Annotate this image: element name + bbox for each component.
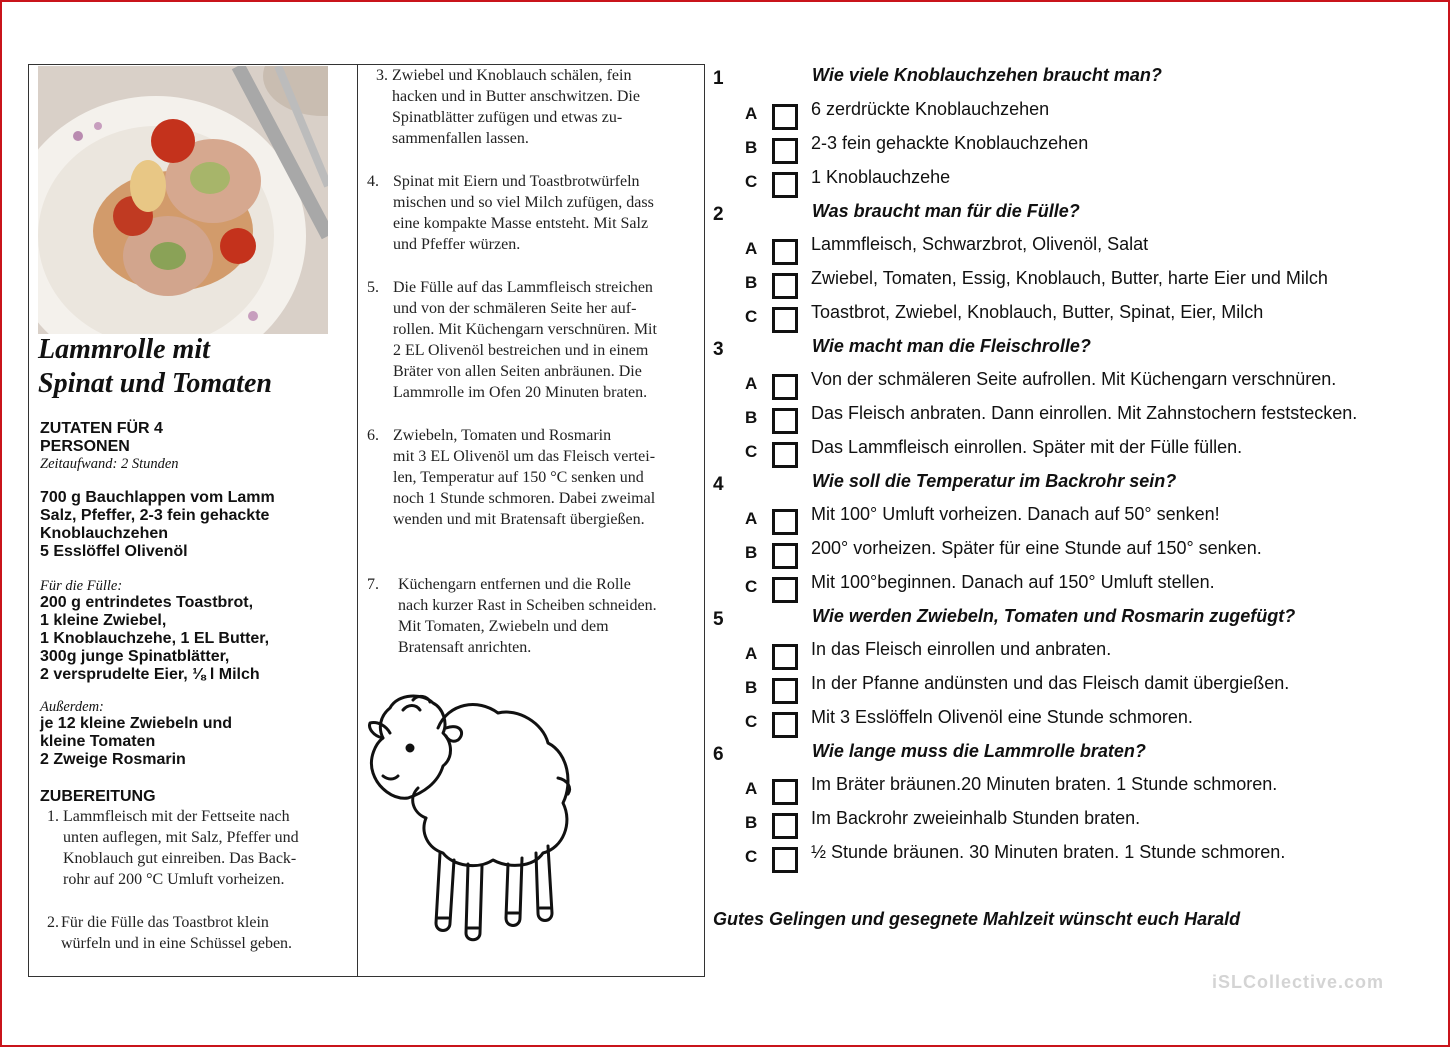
extra-ingredients: je 12 kleine Zwiebeln und kleine Tomaten 2 Zweige Rosmarin: [40, 715, 233, 768]
option-text: Zwiebel, Tomaten, Essig, Knoblauch, Butter, harte Eier und Milch: [811, 268, 1328, 288]
option-letter: B: [745, 678, 758, 697]
answer-checkbox-1c[interactable]: [772, 172, 798, 198]
answer-checkbox-5b[interactable]: [772, 678, 798, 704]
question-3-number: 3: [713, 339, 724, 360]
option-letter: B: [745, 273, 758, 292]
answer-checkbox-2b[interactable]: [772, 273, 798, 299]
question-6-number: 6: [713, 744, 724, 765]
ingredients-heading: ZUTATEN FÜR 4 PERSONEN: [40, 420, 163, 455]
option-letter: B: [745, 138, 758, 157]
option-letter: C: [745, 172, 758, 191]
option-letter: A: [745, 239, 758, 258]
question-1-number: 1: [713, 68, 724, 89]
option-text: Mit 100°beginnen. Danach auf 150° Umluft stellen.: [811, 572, 1215, 592]
option-text: 2-3 fein gehackte Knoblauchzehen: [811, 133, 1089, 153]
main-ingredients: 700 g Bauchlappen vom Lamm Salz, Pfeffer, 2-3 fein gehackte Knoblauchzehen 5 Esslöffel Olivenöl: [40, 489, 275, 560]
option-text: Mit 3 Esslöffeln Olivenöl eine Stunde schmoren.: [811, 707, 1193, 727]
option-letter: A: [745, 779, 758, 798]
option-letter: B: [745, 543, 758, 562]
answer-checkbox-3b[interactable]: [772, 408, 798, 434]
question-5-text: Wie werden Zwiebeln, Tomaten und Rosmarin zugefügt?: [812, 606, 1296, 626]
answer-checkbox-4b[interactable]: [772, 543, 798, 569]
option-letter: C: [745, 847, 758, 866]
answer-checkbox-4c[interactable]: [772, 577, 798, 603]
answer-checkbox-6a[interactable]: [772, 779, 798, 805]
option-text: In das Fleisch einrollen und anbraten.: [811, 639, 1112, 659]
option-text: 200° vorheizen. Später für eine Stunde auf 150° senken.: [811, 538, 1262, 558]
option-text: Im Backrohr zweieinhalb Stunden braten.: [811, 808, 1141, 828]
option-text: 1 Knoblauchzehe: [811, 167, 951, 187]
answer-checkbox-6b[interactable]: [772, 813, 798, 839]
closing-line: Gutes Gelingen und gesegnete Mahlzeit wünscht euch Harald: [713, 909, 1241, 929]
option-text: ½ Stunde bräunen. 30 Minuten braten. 1 Stunde schmoren.: [811, 842, 1286, 862]
answer-checkbox-3c[interactable]: [772, 442, 798, 468]
watermark: iSLCollective.com: [1212, 972, 1385, 992]
dish-photo: [38, 66, 328, 334]
option-letter: B: [745, 408, 758, 427]
option-letter: A: [745, 374, 758, 393]
option-letter: B: [745, 813, 758, 832]
question-6-text: Wie lange muss die Lammrolle braten?: [812, 741, 1146, 761]
option-text: Das Fleisch anbraten. Dann einrollen. Mit Zahnstochern feststecken.: [811, 403, 1358, 423]
question-4-text: Wie soll die Temperatur im Backrohr sein?: [812, 471, 1177, 491]
option-text: Toastbrot, Zwiebel, Knoblauch, Butter, Spinat, Eier, Milch: [811, 302, 1264, 322]
prep-time: Zeitaufwand: 2 Stunden: [40, 456, 179, 472]
answer-checkbox-5a[interactable]: [772, 644, 798, 670]
option-text: 6 zerdrückte Knoblauchzehen: [811, 99, 1050, 119]
answer-checkbox-1b[interactable]: [772, 138, 798, 164]
filling-ingredients: 200 g entrindetes Toastbrot, 1 kleine Zwiebel, 1 Knoblauchzehe, 1 EL Butter, 300g junge Spinatblätter, 2 versprudelte Eier, ⅛ l Milch: [40, 594, 270, 683]
question-1-text: Wie viele Knoblauchzehen braucht man?: [812, 65, 1162, 85]
question-5-number: 5: [713, 609, 724, 630]
question-2-number: 2: [713, 204, 724, 225]
question-3-text: Wie macht man die Fleischrolle?: [812, 336, 1091, 356]
question-2-text: Was braucht man für die Fülle?: [812, 201, 1080, 221]
option-letter: C: [745, 712, 758, 731]
recipe-title-line-2: Spinat und Tomaten: [38, 368, 272, 399]
prep-heading: ZUBEREITUNG: [40, 788, 156, 805]
option-text: Von der schmäleren Seite aufrollen. Mit Küchengarn verschnüren.: [811, 369, 1337, 389]
option-text: Das Lammfleisch einrollen. Später mit der Fülle füllen.: [811, 437, 1243, 457]
option-letter: A: [745, 104, 758, 123]
filling-label: Für die Fülle:: [40, 578, 123, 594]
answer-checkbox-4a[interactable]: [772, 509, 798, 535]
sheep-icon: [368, 688, 580, 942]
option-letter: C: [745, 442, 758, 461]
answer-checkbox-3a[interactable]: [772, 374, 798, 400]
answer-checkbox-2a[interactable]: [772, 239, 798, 265]
answer-checkbox-5c[interactable]: [772, 712, 798, 738]
option-letter: C: [745, 577, 758, 596]
option-letter: C: [745, 307, 758, 326]
answer-checkbox-6c[interactable]: [772, 847, 798, 873]
option-text: In der Pfanne andünsten und das Fleisch damit übergießen.: [811, 673, 1290, 693]
answer-checkbox-1a[interactable]: [772, 104, 798, 130]
question-4-number: 4: [713, 474, 724, 495]
option-text: Lammfleisch, Schwarzbrot, Olivenöl, Salat: [811, 234, 1149, 254]
option-letter: A: [745, 509, 758, 528]
option-text: Mit 100° Umluft vorheizen. Danach auf 50° senken!: [811, 504, 1220, 524]
column-divider: [357, 64, 358, 976]
option-letter: A: [745, 644, 758, 663]
answer-checkbox-2c[interactable]: [772, 307, 798, 333]
option-text: Im Bräter bräunen.20 Minuten braten. 1 Stunde schmoren.: [811, 774, 1278, 794]
extra-label: Außerdem:: [40, 699, 104, 715]
recipe-title-line-1: Lammrolle mit: [38, 334, 210, 365]
